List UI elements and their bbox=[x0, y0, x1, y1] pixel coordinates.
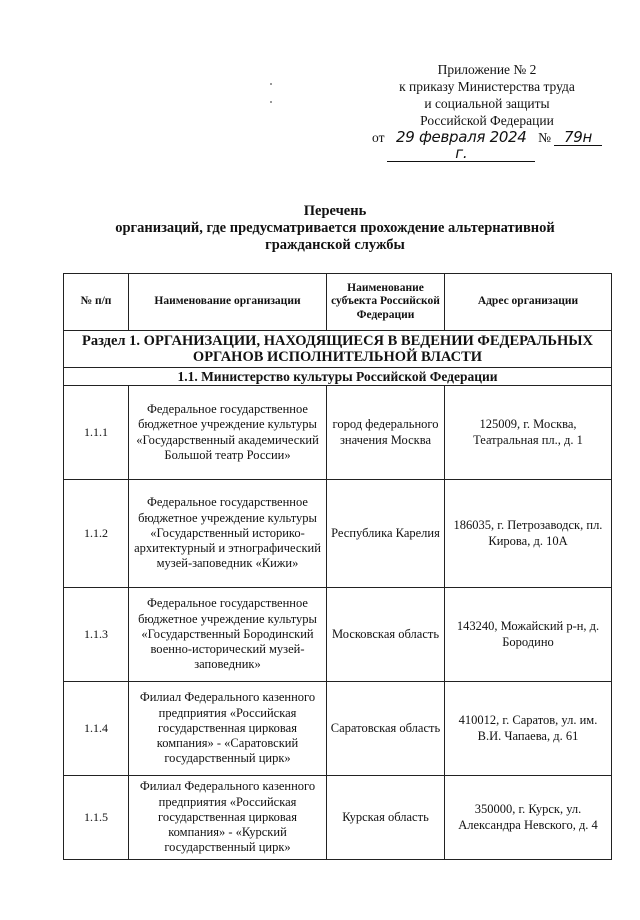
handwritten-number: 79н bbox=[554, 129, 602, 146]
row-number: 1.1.4 bbox=[64, 682, 129, 776]
title-line: гражданской службы bbox=[265, 237, 405, 253]
handwritten-date: 29 февраля 2024 г. bbox=[387, 129, 535, 162]
organization-name: Федеральное государственное бюджетное учреждение культуры «Государственный академический Большой театр России» bbox=[129, 386, 327, 480]
number-label: № bbox=[538, 130, 551, 145]
row-number: 1.1.2 bbox=[64, 480, 129, 588]
subsection-title: 1.1. Министерство культуры Российской Федерации bbox=[64, 368, 612, 386]
organization-name: Филиал Федерального казенного предприятия «Российская государственная цирковая компания» - «Саратовский государственный цирк» bbox=[129, 682, 327, 776]
organization-address: 143240, Можайский р-н, д. Бородино bbox=[445, 588, 612, 682]
table-row bbox=[64, 682, 612, 776]
title-line: Перечень bbox=[303, 203, 367, 219]
subject-name: Республика Карелия bbox=[327, 480, 445, 588]
organization-name: Филиал Федерального казенного предприятия «Российская государственная цирковая компания» - «Курский государственный цирк» bbox=[129, 776, 327, 860]
header-name: Наименование организации bbox=[129, 274, 327, 331]
organization-address: 125009, г. Москва, Театральная пл., д. 1 bbox=[445, 386, 612, 480]
subject-name: Курская область bbox=[327, 776, 445, 860]
title-line: организаций, где предусматривается прохождение альтернативной bbox=[115, 220, 555, 236]
organization-address: 350000, г. Курск, ул. Александра Невского, д. 4 bbox=[445, 776, 612, 860]
section-title: Раздел 1. ОРГАНИЗАЦИИ, НАХОДЯЩИЕСЯ В ВЕДЕНИИ ФЕДЕРАЛЬНЫХ ОРГАНОВ ИСПОЛНИТЕЛЬНОЙ ВЛАСТИ bbox=[64, 331, 612, 368]
appendix-line: Приложение № 2 bbox=[437, 62, 537, 77]
organization-name: Федеральное государственное бюджетное учреждение культуры «Государственный Бородинский военно-исторический музей-заповедник» bbox=[129, 588, 327, 682]
appendix-header bbox=[372, 61, 602, 162]
scan-speck bbox=[270, 83, 272, 85]
subsection-row bbox=[64, 368, 612, 386]
subject-name: Саратовская область bbox=[327, 682, 445, 776]
section-row bbox=[64, 331, 612, 368]
document-title bbox=[60, 203, 610, 254]
header-num: № п/п bbox=[64, 274, 129, 331]
order-date-number bbox=[372, 129, 602, 162]
header-address: Адрес организации bbox=[445, 274, 612, 331]
row-number: 1.1.3 bbox=[64, 588, 129, 682]
organization-name: Федеральное государственное бюджетное учреждение культуры «Государственный историко-архитектурный и этнографический музей-заповедник «Кижи» bbox=[129, 480, 327, 588]
organizations-table bbox=[63, 273, 612, 860]
subject-name: город федерального значения Москва bbox=[327, 386, 445, 480]
header-subject: Наименование субъекта Российской Федерации bbox=[327, 274, 445, 331]
organization-address: 410012, г. Саратов, ул. им. В.И. Чапаева, д. 61 bbox=[445, 682, 612, 776]
table-row bbox=[64, 386, 612, 480]
row-number: 1.1.5 bbox=[64, 776, 129, 860]
table-row bbox=[64, 588, 612, 682]
organization-address: 186035, г. Петрозаводск, пл. Кирова, д. 10А bbox=[445, 480, 612, 588]
appendix-line: Российской Федерации bbox=[420, 113, 554, 128]
from-label: от bbox=[372, 130, 385, 145]
subject-name: Московская область bbox=[327, 588, 445, 682]
appendix-line: к приказу Министерства труда bbox=[399, 79, 575, 94]
table-row bbox=[64, 776, 612, 860]
scan-speck bbox=[270, 101, 272, 103]
table-header-row bbox=[64, 274, 612, 331]
row-number: 1.1.1 bbox=[64, 386, 129, 480]
table-row bbox=[64, 480, 612, 588]
appendix-line: и социальной защиты bbox=[424, 96, 550, 111]
